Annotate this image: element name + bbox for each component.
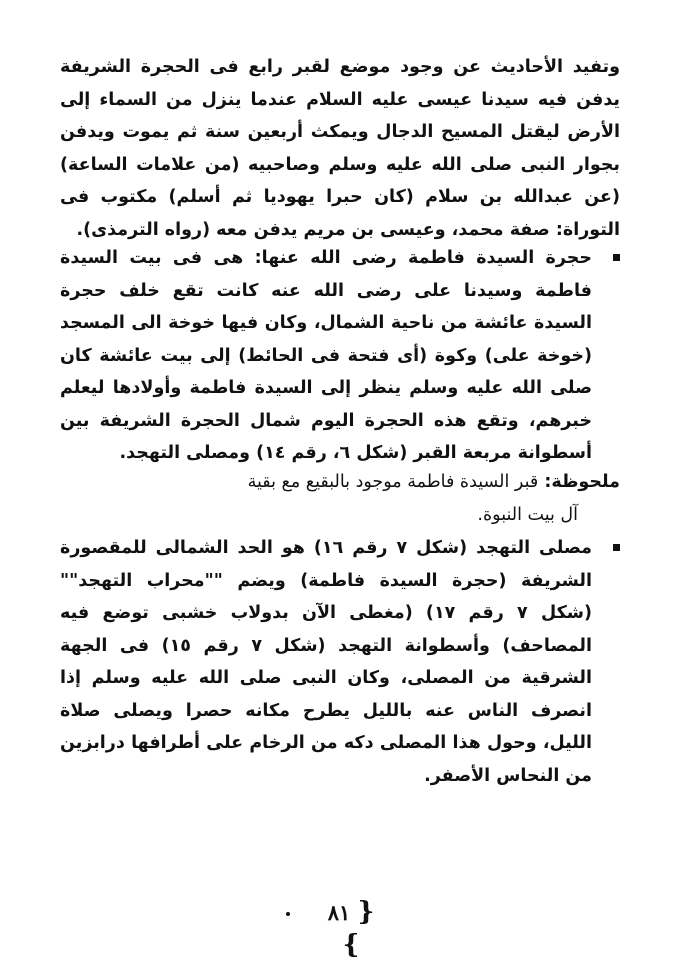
fatima-room-section — [60, 242, 620, 470]
bullet-item-fatima-room — [60, 242, 620, 470]
note-label: ملحوظة: — [544, 472, 620, 492]
note-continuation-text: آل بيت النبوة. — [477, 504, 578, 525]
page-number — [316, 896, 386, 962]
footer-dot-icon — [286, 912, 290, 916]
note-line — [60, 466, 620, 499]
intro-paragraph-text: وتفيد الأحاديث عن وجود موضع لقبر رابع فى الحجرة الشريفة يدفن فيه سيدنا عيسى عليه السلام عندما ينزل من السماء إلى الأرض ليقتل المسيح الدجال ويمكث أربعين سنة ثم يموت ويدفن بجوار النبى صلى الله عليه وسلم وصاحبيه (من علامات الساعة) (عن عبدالله بن سلام (كان حبرا يهوديا ثم أسلم) مكتوب فى التوراة: صفة محمد، وعيسى بن مريم يدفن معه (رواه الترمذى). — [60, 57, 620, 240]
bullet-item-tahajjud — [60, 532, 620, 792]
note-text: قبر السيدة فاطمة موجود بالبقيع مع بقية — [247, 472, 539, 492]
note-section — [60, 466, 620, 531]
square-bullet-icon — [613, 544, 620, 551]
tahajjud-prayer-place-section — [60, 532, 620, 792]
intro-paragraph — [60, 51, 620, 246]
page-number-brace-close: } — [342, 930, 360, 960]
page-number-value: ٨١ — [327, 900, 351, 925]
page-footer — [0, 896, 684, 960]
note-continuation-line — [60, 499, 620, 532]
page-number-brace-open: { — [357, 897, 375, 927]
tahajjud-text: مصلى التهجد (شكل ٧ رقم ١٦) هو الحد الشمالى للمقصورة الشريفة (حجرة السيدة فاطمة) ويضم ""محراب التهجد"" (شكل ٧ رقم ١٧) (مغطى الآن بدولاب خشبى توضع فيه المصاحف) وأسطوانة التهجد (شكل ٧ رقم ١٥) فى الجهة الشرقية من المصلى، وكان النبى صلى الله عليه وسلم إذا انصرف الناس عنه بالليل يطرح مكانه حصرا ويصلى صلاة الليل، وحول هذا المصلى دكه من الرخام على أطرافها درابزين من النحاس الأصفر. — [60, 538, 592, 786]
fatima-room-text: حجرة السيدة فاطمة رضى الله عنها: هى فى بيت السيدة فاطمة وسيدنا على رضى الله عنه كانت تقع خلف حجرة السيدة عائشة من ناحية الشمال، وكان فيها خوخة الى المسجد (خوخة على) وكوة (أى فتحة فى الحائط) إلى بيت عائشة كان صلى الله عليه وسلم ينظر إلى السيدة فاطمة وأولادها ليعلم خبرهم، وتقع هذه الحجرة اليوم شمال الحجرة الشريفة بين أسطوانة مربعة القبر (شكل ٦، رقم ١٤) ومصلى التهجد. — [60, 248, 592, 463]
square-bullet-icon — [613, 254, 620, 261]
